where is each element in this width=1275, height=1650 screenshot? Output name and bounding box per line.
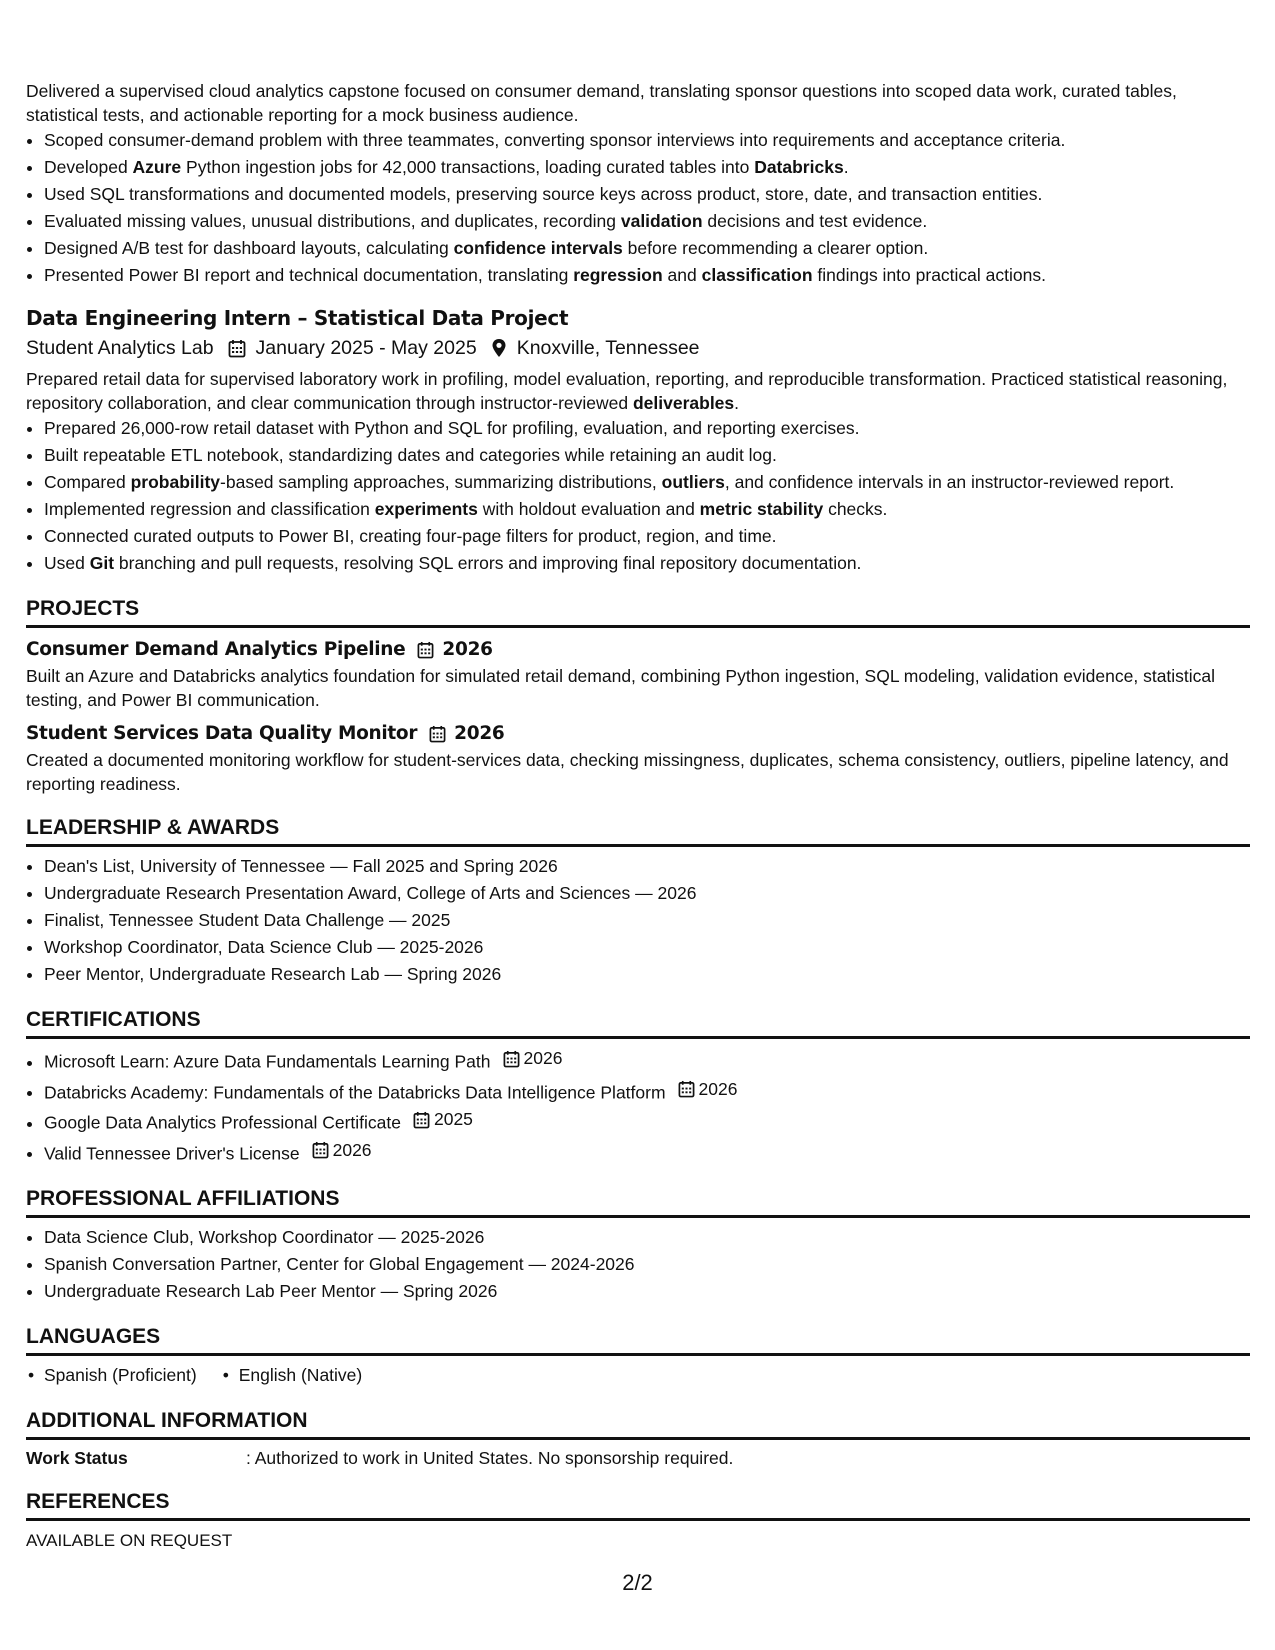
calendar-icon [228, 339, 246, 358]
calendar-icon [678, 1080, 695, 1098]
role2-desc-end: . [734, 393, 740, 413]
role2-org: Student Analytics Lab [26, 337, 214, 359]
bullet-text: before recommending a clearer option. [622, 238, 929, 258]
bullet-keyword: Azure [132, 157, 182, 177]
bullet-keyword: experiments [374, 499, 478, 519]
bullet-keyword: regression [573, 265, 663, 285]
role2-bullet [44, 523, 1250, 550]
role1-bullet [44, 208, 1250, 235]
certification-name: Google Data Analytics Professional Certificate [44, 1112, 401, 1133]
bullet-text: Built repeatable ETL notebook, standardizing dates and categories while retaining an audit log. [44, 445, 777, 465]
bullet-keyword: metric stability [699, 499, 824, 519]
bullet-text: Designed A/B test for dashboard layouts, calculating [44, 238, 454, 258]
role1-bullet [44, 235, 1250, 262]
bullet-text: Developed [44, 157, 133, 177]
affiliation-item: • Data Science Club, Workshop Coordinator — 2025-2026 [44, 1224, 1250, 1251]
certification-date [401, 1106, 473, 1133]
certification-name: Databricks Academy: Fundamentals of the Databricks Data Intelligence Platform [44, 1082, 666, 1102]
award-item: • Undergraduate Research Presentation Award, College of Arts and Sciences — 2026 [44, 880, 1250, 907]
role1-description: Delivered a supervised cloud analytics capstone focused on consumer demand, translating sponsor questions into scoped data work, curated tables, statistical tests, and actionable reporting for a mock business audience. [26, 81, 1177, 125]
certification-item [44, 1076, 1250, 1107]
references-section [26, 1488, 1250, 1553]
role1-bullet [44, 181, 1250, 208]
certification-item [44, 1045, 1250, 1076]
certification-year: 2025 [433, 1109, 473, 1129]
bullet-text: Used [44, 553, 90, 573]
affiliation-item: • Spanish Conversation Partner, Center for Global Engagement — 2024-2026 [44, 1251, 1250, 1278]
affiliation-item: • Undergraduate Research Lab Peer Mentor — Spring 2026 [44, 1278, 1250, 1305]
bullet-text: branching and pull requests, resolving SQL errors and improving final repository documentation. [114, 553, 862, 573]
bullet-text: -based sampling approaches, summarizing distributions, [220, 472, 662, 492]
project-name: Student Services Data Quality Monitor [26, 723, 418, 744]
work-status-value: : Authorized to work in United States. No sponsorship required. [246, 1448, 734, 1468]
bullet-text: Evaluated missing values, unusual distributions, and duplicates, recording [44, 211, 621, 231]
leadership-section [26, 814, 1250, 988]
project-title [26, 720, 1250, 748]
certifications-list [26, 1045, 1250, 1167]
role1-bullet [44, 154, 1250, 181]
bullet-keyword: Git [89, 553, 115, 573]
award-item: • Dean's List, University of Tennessee — Fall 2025 and Spring 2026 [44, 853, 1250, 880]
project-description: Created a documented monitoring workflow for student-services data, checking missingness, duplicates, schema consistency, outliers, pipeline latency, and reporting readiness. [26, 750, 1229, 794]
additional-section [26, 1407, 1250, 1470]
role1-bullet [44, 127, 1250, 154]
languages-heading: LANGUAGES [26, 1323, 1250, 1356]
bullet-text: Implemented regression and classification [44, 499, 375, 519]
role2-meta [26, 333, 1250, 363]
bullet-keyword: outliers [661, 472, 725, 492]
bullet-text: Connected curated outputs to Power BI, creating four-page filters for product, region, and time. [44, 526, 777, 546]
certifications-section [26, 1006, 1250, 1167]
certification-date [666, 1076, 738, 1103]
affiliations-heading: PROFESSIONAL AFFILIATIONS [26, 1185, 1250, 1218]
affiliations-list [26, 1224, 1250, 1305]
leadership-list [26, 853, 1250, 988]
bullet-text: Python ingestion jobs for 42,000 transactions, loading curated tables into [181, 157, 755, 177]
certification-name: Microsoft Learn: Azure Data Fundamentals Learning Path [44, 1051, 491, 1072]
role2-desc-bold: deliverables [632, 393, 735, 413]
project-year: 2026 [454, 723, 505, 744]
role2-bullet [44, 469, 1250, 496]
project-description: Built an Azure and Databricks analytics foundation for simulated retail demand, combining Python ingestion, SQL modeling, validation evidence, statistical testing, and Power BI communication. [26, 666, 1216, 710]
bullet-keyword: probability [130, 472, 221, 492]
role2-title: Data Engineering Intern – Statistical Data Project [26, 306, 569, 330]
languages-section [26, 1323, 1250, 1389]
role2-desc-text: Prepared retail data for supervised laboratory work in profiling, model evaluation, reporting, and reproducible transformation. Practiced statistical reasoning, repository collaboration, and clear communication through instructor-reviewed [26, 369, 1228, 413]
projects-list [26, 636, 1250, 796]
certification-item [44, 1137, 1250, 1168]
certifications-heading: CERTIFICATIONS [26, 1006, 1250, 1039]
calendar-icon [417, 641, 434, 659]
additional-heading: ADDITIONAL INFORMATION [26, 1407, 1250, 1440]
bullet-text: Compared [44, 472, 131, 492]
work-status-label: Work Status [26, 1448, 128, 1468]
language-item: • Spanish (Proficient) [26, 1362, 197, 1389]
certification-year: 2026 [332, 1139, 372, 1160]
role1-bullet [44, 262, 1250, 289]
bullet-keyword: confidence intervals [453, 238, 623, 258]
award-item: • Finalist, Tennessee Student Data Challenge — 2025 [44, 907, 1250, 934]
calendar-icon [429, 725, 446, 743]
bullet-text: Used SQL transformations and documented models, preserving source keys across product, store, date, and transaction entities. [44, 184, 1043, 204]
calendar-icon [413, 1111, 430, 1129]
bullet-keyword: validation [620, 211, 703, 231]
language-item: • English (Native) [221, 1362, 363, 1389]
references-heading: REFERENCES [26, 1488, 1250, 1521]
project-year: 2026 [442, 639, 493, 660]
bullet-keyword: classification [701, 265, 813, 285]
bullet-text: and [662, 265, 702, 285]
role2-bullets [26, 415, 1250, 577]
role2-dates: January 2025 - May 2025 [255, 337, 477, 359]
role1-bullets [26, 127, 1250, 289]
role2-bullet [44, 496, 1250, 523]
bullet-text: Scoped consumer-demand problem with three teammates, converting sponsor interviews into requirements and acceptance criteria. [44, 130, 1066, 150]
bullet-text: decisions and test evidence. [702, 211, 928, 231]
certification-date [300, 1137, 372, 1164]
certification-date [491, 1045, 563, 1072]
bullet-text: Presented Power BI report and technical documentation, translating [44, 265, 574, 285]
role2-description [26, 367, 1250, 415]
certification-year: 2026 [698, 1078, 738, 1099]
bullet-text: findings into practical actions. [812, 265, 1046, 285]
award-item: • Workshop Coordinator, Data Science Club — 2025-2026 [44, 934, 1250, 961]
role2-location: Knoxville, Tennessee [516, 337, 700, 359]
certification-item [44, 1106, 1250, 1137]
affiliations-section [26, 1185, 1250, 1305]
project-name: Consumer Demand Analytics Pipeline [26, 639, 406, 660]
bullet-text: Prepared 26,000-row retail dataset with Python and SQL for profiling, evaluation, and reporting exercises. [44, 418, 860, 438]
role2-bullet [44, 415, 1250, 442]
bullet-text: with holdout evaluation and [477, 499, 700, 519]
certification-name: Valid Tennessee Driver's License [44, 1143, 300, 1163]
references-value: AVAILABLE ON REQUEST [26, 1531, 233, 1550]
projects-heading: PROJECTS [26, 595, 1250, 628]
leadership-heading: LEADERSHIP & AWARDS [26, 814, 1250, 847]
role2-bullet [44, 550, 1250, 577]
languages-list [26, 1362, 1250, 1389]
award-item: • Peer Mentor, Undergraduate Research Lab — Spring 2026 [44, 961, 1250, 988]
role2-bullet [44, 442, 1250, 469]
bullet-text: checks. [823, 499, 888, 519]
page-number: 2/2 [622, 1570, 653, 1595]
work-status-row [26, 1446, 1250, 1470]
project-title [26, 636, 1250, 664]
bullet-text: . [843, 157, 849, 177]
certification-year: 2026 [523, 1048, 563, 1068]
bullet-text: , and confidence intervals in an instructor-reviewed report. [724, 472, 1175, 492]
projects-section [26, 595, 1250, 796]
resume-content [26, 79, 1250, 1553]
calendar-icon [312, 1141, 329, 1159]
calendar-icon [503, 1050, 520, 1068]
location-pin-icon [491, 338, 507, 358]
bullet-keyword: Databricks [754, 157, 844, 177]
